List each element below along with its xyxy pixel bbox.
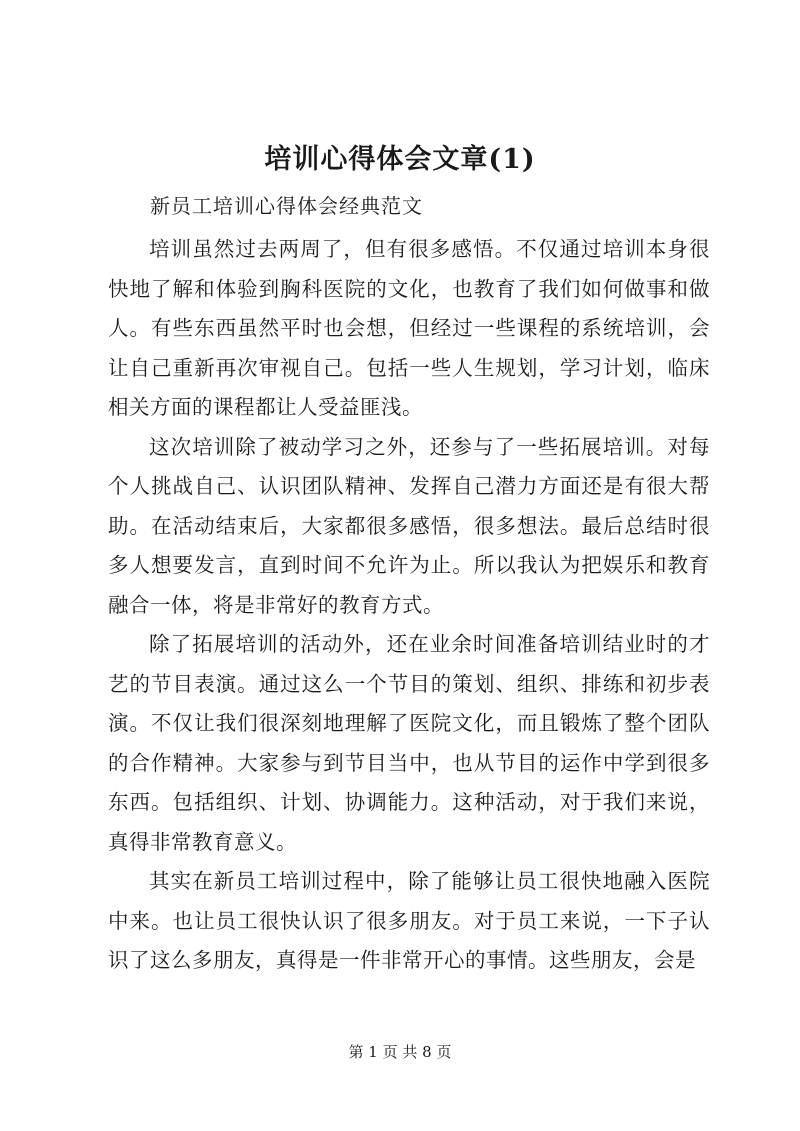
paragraph-1: 培训虽然过去两周了，但有很多感悟。不仅通过培训本身很快地了解和体验到胸科医院的文化，也教育了我们如何做事和做人。有些东西虽然平时也会想，但经过一些课程的系统培训，会让自己重新再次审视自己。包括一些人生规划，学习计划，临床相关方面的课程都让人受益匪浅。	[108, 237, 710, 419]
document-title: 培训心得体会文章(1)	[264, 144, 536, 175]
document-subtitle: 新员工培训心得体会经典范文	[150, 194, 423, 218]
page-footer: 第 1 页 共 8 页	[348, 1043, 452, 1061]
paragraph-4: 其实在新员工培训过程中，除了能够让员工很快地融入医院中来。也让员工很快认识了很多朋友。对于员工来说，一下子认识了这么多朋友，真得是一件非常开心的事情。这些朋友，会是	[108, 869, 710, 972]
paragraph-3: 除了拓展培训的活动外，还在业余时间准备培训结业时的才艺的节目表演。通过这么一个节目的策划、组织、排练和初步表演。不仅让我们很深刻地理解了医院文化，而且锻炼了整个团队的合作精神。大家参与到节目当中，也从节目的运作中学到很多东西。包括组织、计划、协调能力。这种活动，对于我们来说，真得非常教育意义。	[108, 632, 710, 854]
paragraph-2: 这次培训除了被动学习之外，还参与了一些拓展培训。对每个人挑战自己、认识团队精神、发挥自己潜力方面还是有很大帮助。在活动结束后，大家都很多感悟，很多想法。最后总结时很多人想要发言，直到时间不允许为止。所以我认为把娱乐和教育融合一体，将是非常好的教育方式。	[108, 434, 710, 617]
document-body	[108, 230, 710, 981]
